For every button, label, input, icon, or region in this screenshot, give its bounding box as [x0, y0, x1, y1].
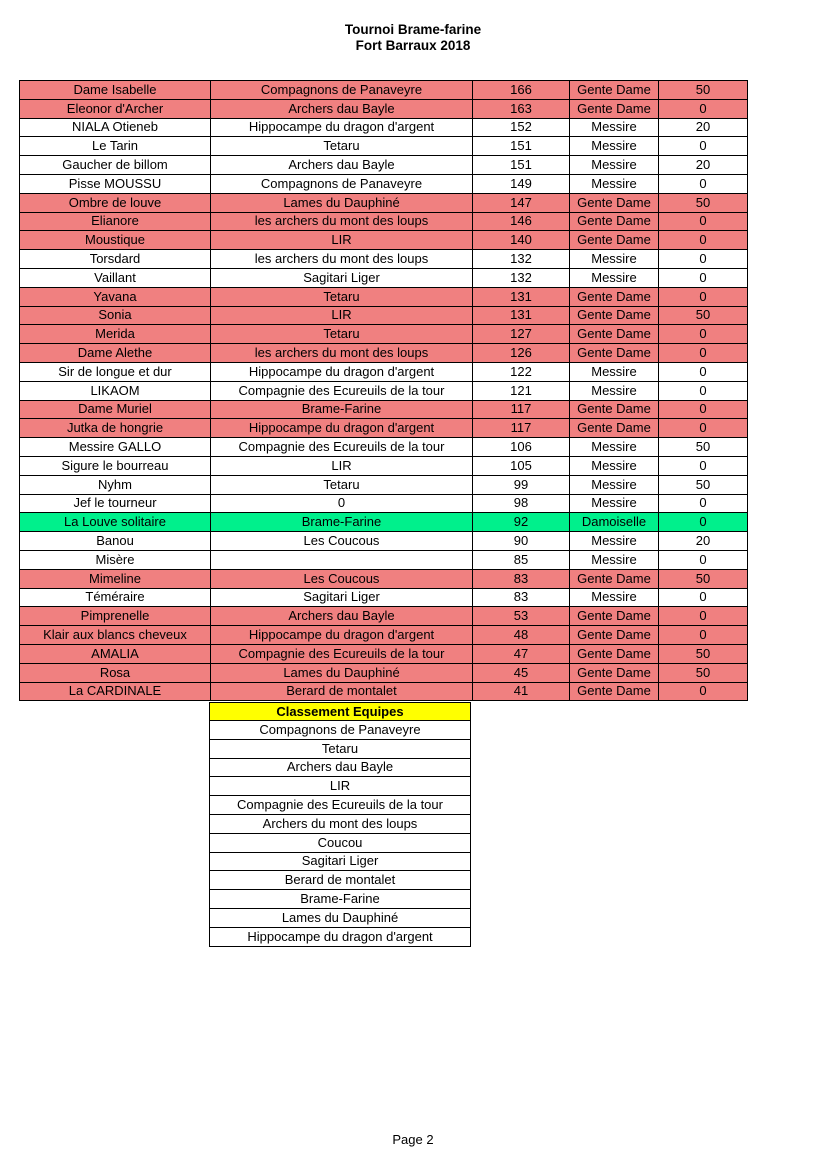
points-cell: 127 [473, 325, 570, 344]
participant-name: Le Tarin [20, 137, 211, 156]
bonus-cell: 0 [659, 682, 748, 701]
category-cell: Gente Dame [570, 344, 659, 363]
team-name: les archers du mont des loups [211, 344, 473, 363]
points-cell: 83 [473, 588, 570, 607]
category-cell: Messire [570, 362, 659, 381]
team-ranking-row [210, 721, 471, 740]
title-line-2: Fort Barraux 2018 [355, 38, 471, 53]
team-name: Brame-Farine [211, 400, 473, 419]
bonus-cell: 50 [659, 81, 748, 100]
category-cell: Gente Dame [570, 626, 659, 645]
category-cell: Gente Dame [570, 306, 659, 325]
bonus-cell: 50 [659, 306, 748, 325]
team-name: Hippocampe du dragon d'argent [211, 419, 473, 438]
points-cell: 146 [473, 212, 570, 231]
participant-name: La Louve solitaire [20, 513, 211, 532]
team-name: Tetaru [211, 287, 473, 306]
team-name: Compagnie des Ecureuils de la tour [211, 644, 473, 663]
score-row [20, 174, 748, 193]
points-cell: 117 [473, 400, 570, 419]
team-name [211, 550, 473, 569]
bonus-cell: 0 [659, 513, 748, 532]
participant-name: Merida [20, 325, 211, 344]
team-name: Archers dau Bayle [211, 607, 473, 626]
participant-name: Torsdard [20, 250, 211, 269]
team-ranking-body [210, 721, 471, 947]
bonus-cell: 0 [659, 494, 748, 513]
category-cell: Gente Dame [570, 325, 659, 344]
bonus-cell: 0 [659, 174, 748, 193]
bonus-cell: 20 [659, 532, 748, 551]
participant-name: Jutka de hongrie [20, 419, 211, 438]
points-cell: 131 [473, 306, 570, 325]
points-cell: 90 [473, 532, 570, 551]
category-cell: Messire [570, 588, 659, 607]
participant-name: Dame Alethe [20, 344, 211, 363]
category-cell: Gente Dame [570, 682, 659, 701]
score-row [20, 287, 748, 306]
points-cell: 147 [473, 193, 570, 212]
team-ranking-row [210, 758, 471, 777]
team-name: Hippocampe du dragon d'argent [211, 118, 473, 137]
participant-name: La CARDINALE [20, 682, 211, 701]
score-row [20, 513, 748, 532]
team-name: Lames du Dauphiné [211, 663, 473, 682]
category-cell: Messire [570, 550, 659, 569]
category-cell: Gente Dame [570, 193, 659, 212]
team-name: 0 [211, 494, 473, 513]
participant-name: NIALA Otieneb [20, 118, 211, 137]
score-row [20, 419, 748, 438]
score-row [20, 663, 748, 682]
category-cell: Gente Dame [570, 287, 659, 306]
score-row [20, 400, 748, 419]
team-name: Compagnie des Ecureuils de la tour [211, 381, 473, 400]
team-ranking-name: LIR [210, 777, 471, 796]
points-cell: 99 [473, 475, 570, 494]
points-cell: 83 [473, 569, 570, 588]
category-cell: Gente Dame [570, 99, 659, 118]
bonus-cell: 0 [659, 607, 748, 626]
points-cell: 98 [473, 494, 570, 513]
score-row [20, 607, 748, 626]
bonus-cell: 20 [659, 118, 748, 137]
team-ranking-row [210, 890, 471, 909]
points-cell: 131 [473, 287, 570, 306]
category-cell: Messire [570, 156, 659, 175]
points-cell: 132 [473, 268, 570, 287]
category-cell: Messire [570, 268, 659, 287]
bonus-cell: 50 [659, 663, 748, 682]
points-cell: 48 [473, 626, 570, 645]
team-name: Les Coucous [211, 569, 473, 588]
points-cell: 92 [473, 513, 570, 532]
team-ranking-name: Tetaru [210, 739, 471, 758]
category-cell: Messire [570, 438, 659, 457]
category-cell: Gente Dame [570, 607, 659, 626]
team-name: Archers dau Bayle [211, 99, 473, 118]
category-cell: Messire [570, 174, 659, 193]
participant-name: LIKAOM [20, 381, 211, 400]
score-row [20, 231, 748, 250]
document-title [0, 22, 826, 54]
score-row [20, 550, 748, 569]
points-cell: 117 [473, 419, 570, 438]
participant-name: Mimeline [20, 569, 211, 588]
team-name: Berard de montalet [211, 682, 473, 701]
score-row [20, 118, 748, 137]
team-ranking-name: Compagnie des Ecureuils de la tour [210, 796, 471, 815]
team-ranking-header: Classement Equipes [210, 703, 471, 721]
participant-name: Pisse MOUSSU [20, 174, 211, 193]
participant-name: Gaucher de billom [20, 156, 211, 175]
category-cell: Gente Dame [570, 231, 659, 250]
bonus-cell: 0 [659, 99, 748, 118]
team-name: Hippocampe du dragon d'argent [211, 362, 473, 381]
page-number: Page 2 [392, 1132, 434, 1147]
score-row [20, 381, 748, 400]
participant-name: Moustique [20, 231, 211, 250]
bonus-cell: 50 [659, 569, 748, 588]
team-name: Compagnons de Panaveyre [211, 174, 473, 193]
bonus-cell: 0 [659, 212, 748, 231]
participant-name: Dame Isabelle [20, 81, 211, 100]
team-name: LIR [211, 231, 473, 250]
team-ranking-row [210, 833, 471, 852]
participant-name: Ombre de louve [20, 193, 211, 212]
score-row [20, 644, 748, 663]
score-row [20, 306, 748, 325]
score-row [20, 212, 748, 231]
score-row [20, 626, 748, 645]
bonus-cell: 0 [659, 231, 748, 250]
score-row [20, 475, 748, 494]
category-cell: Gente Dame [570, 81, 659, 100]
points-cell: 151 [473, 137, 570, 156]
bonus-cell: 0 [659, 400, 748, 419]
score-row [20, 344, 748, 363]
score-row [20, 156, 748, 175]
category-cell: Messire [570, 494, 659, 513]
bonus-cell: 20 [659, 156, 748, 175]
team-ranking-name: Compagnons de Panaveyre [210, 721, 471, 740]
participant-name: Yavana [20, 287, 211, 306]
points-cell: 47 [473, 644, 570, 663]
points-cell: 105 [473, 456, 570, 475]
score-row [20, 438, 748, 457]
score-row [20, 193, 748, 212]
team-ranking-row [210, 871, 471, 890]
category-cell: Messire [570, 118, 659, 137]
category-cell: Messire [570, 137, 659, 156]
participant-name: Sonia [20, 306, 211, 325]
points-cell: 152 [473, 118, 570, 137]
category-cell: Messire [570, 456, 659, 475]
score-row [20, 456, 748, 475]
bonus-cell: 50 [659, 475, 748, 494]
team-ranking-row [210, 777, 471, 796]
team-ranking-name: Archers du mont des loups [210, 814, 471, 833]
points-cell: 163 [473, 99, 570, 118]
category-cell: Messire [570, 250, 659, 269]
category-cell: Messire [570, 532, 659, 551]
team-ranking-name: Sagitari Liger [210, 852, 471, 871]
team-name: Tetaru [211, 137, 473, 156]
bonus-cell: 0 [659, 137, 748, 156]
bonus-cell: 0 [659, 456, 748, 475]
points-cell: 122 [473, 362, 570, 381]
team-name: les archers du mont des loups [211, 250, 473, 269]
participant-name: Elianore [20, 212, 211, 231]
participant-name: Dame Muriel [20, 400, 211, 419]
title-line-1: Tournoi Brame-farine [344, 22, 482, 37]
points-cell: 149 [473, 174, 570, 193]
bonus-cell: 0 [659, 268, 748, 287]
team-ranking-name: Brame-Farine [210, 890, 471, 909]
team-name: Archers dau Bayle [211, 156, 473, 175]
team-ranking-table [209, 702, 471, 947]
score-row [20, 81, 748, 100]
category-cell: Gente Dame [570, 419, 659, 438]
participant-name: Eleonor d'Archer [20, 99, 211, 118]
bonus-cell: 50 [659, 193, 748, 212]
bonus-cell: 0 [659, 287, 748, 306]
participant-name: Messire GALLO [20, 438, 211, 457]
score-row [20, 99, 748, 118]
score-row [20, 494, 748, 513]
bonus-cell: 0 [659, 550, 748, 569]
participant-name: Klair aux blancs cheveux [20, 626, 211, 645]
participant-name: Téméraire [20, 588, 211, 607]
team-name: Les Coucous [211, 532, 473, 551]
participant-name: Vaillant [20, 268, 211, 287]
bonus-cell: 0 [659, 325, 748, 344]
scores-table-body [20, 81, 748, 701]
score-row [20, 682, 748, 701]
participant-name: Nyhm [20, 475, 211, 494]
score-row [20, 588, 748, 607]
team-ranking-name: Hippocampe du dragon d'argent [210, 927, 471, 946]
team-name: LIR [211, 306, 473, 325]
participant-name: Pimprenelle [20, 607, 211, 626]
points-cell: 151 [473, 156, 570, 175]
points-cell: 85 [473, 550, 570, 569]
team-name: Tetaru [211, 325, 473, 344]
points-cell: 45 [473, 663, 570, 682]
team-name: Sagitari Liger [211, 268, 473, 287]
points-cell: 121 [473, 381, 570, 400]
team-name: Brame-Farine [211, 513, 473, 532]
team-name: Hippocampe du dragon d'argent [211, 626, 473, 645]
team-name: LIR [211, 456, 473, 475]
team-name: Compagnons de Panaveyre [211, 81, 473, 100]
team-name: les archers du mont des loups [211, 212, 473, 231]
category-cell: Messire [570, 475, 659, 494]
bonus-cell: 0 [659, 381, 748, 400]
points-cell: 41 [473, 682, 570, 701]
bonus-cell: 0 [659, 419, 748, 438]
bonus-cell: 0 [659, 626, 748, 645]
bonus-cell: 0 [659, 250, 748, 269]
team-ranking-row [210, 852, 471, 871]
participant-name: Jef le tourneur [20, 494, 211, 513]
points-cell: 106 [473, 438, 570, 457]
score-row [20, 362, 748, 381]
bonus-cell: 50 [659, 644, 748, 663]
category-cell: Messire [570, 381, 659, 400]
points-cell: 140 [473, 231, 570, 250]
team-ranking-row [210, 796, 471, 815]
team-name: Tetaru [211, 475, 473, 494]
category-cell: Gente Dame [570, 663, 659, 682]
category-cell: Gente Dame [570, 644, 659, 663]
score-row [20, 325, 748, 344]
bonus-cell: 0 [659, 362, 748, 381]
score-row [20, 250, 748, 269]
score-row [20, 569, 748, 588]
team-ranking-row [210, 927, 471, 946]
team-ranking-name: Archers dau Bayle [210, 758, 471, 777]
category-cell: Gente Dame [570, 400, 659, 419]
participant-name: Misère [20, 550, 211, 569]
bonus-cell: 0 [659, 344, 748, 363]
participant-name: AMALIA [20, 644, 211, 663]
participant-name: Sir de longue et dur [20, 362, 211, 381]
points-cell: 132 [473, 250, 570, 269]
bonus-cell: 0 [659, 588, 748, 607]
points-cell: 126 [473, 344, 570, 363]
team-name: Sagitari Liger [211, 588, 473, 607]
score-row [20, 268, 748, 287]
bonus-cell: 50 [659, 438, 748, 457]
scores-table [19, 80, 748, 701]
team-ranking-row [210, 908, 471, 927]
team-name: Lames du Dauphiné [211, 193, 473, 212]
category-cell: Damoiselle [570, 513, 659, 532]
score-row [20, 532, 748, 551]
participant-name: Banou [20, 532, 211, 551]
points-cell: 53 [473, 607, 570, 626]
team-ranking-row [210, 814, 471, 833]
team-ranking-name: Lames du Dauphiné [210, 908, 471, 927]
participant-name: Rosa [20, 663, 211, 682]
team-ranking-name: Coucou [210, 833, 471, 852]
category-cell: Gente Dame [570, 569, 659, 588]
category-cell: Gente Dame [570, 212, 659, 231]
team-name: Compagnie des Ecureuils de la tour [211, 438, 473, 457]
participant-name: Sigure le bourreau [20, 456, 211, 475]
team-ranking-name: Berard de montalet [210, 871, 471, 890]
points-cell: 166 [473, 81, 570, 100]
score-row [20, 137, 748, 156]
team-ranking-row [210, 739, 471, 758]
